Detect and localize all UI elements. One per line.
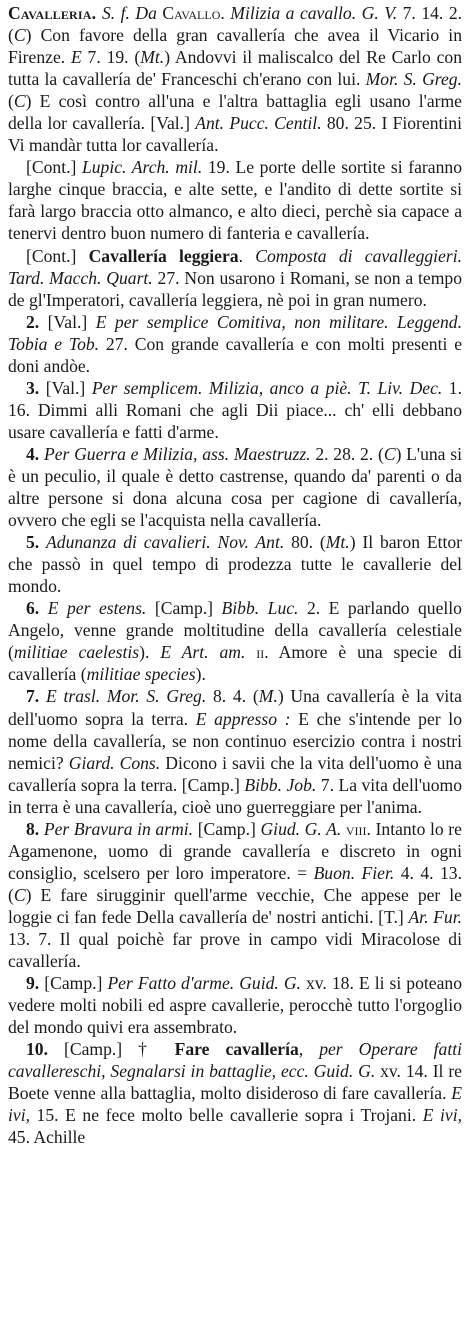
italic-text: E Art. am. [160,642,246,663]
sense-number: 9. [26,973,40,994]
body-text: 1. 16. Dimmi alli Romani che agli Dii piace... ch' elli debbano usare cavallería e fatti d'arme. [8,377,463,442]
italic-text: Giard. Cons. [68,752,161,773]
body-text: ) E così contro all'una e l'altra battaglia egli usano l'arme della lor cavallería. [Val.] [8,91,462,134]
italic-text: militiae caelestis [13,642,140,663]
italic-text: S. f. Da [101,3,163,23]
entry-sense-6 [8,597,462,685]
italic-text: Ant. Pucc. Centil. [195,113,322,134]
body-text: , [298,1039,320,1060]
entry-sense-8 [8,818,462,972]
italic-text: militiae species [86,664,196,685]
body-text: 2. E parlando quello Angelo, venne grande moltitudine della cavallería celestiale ( [8,598,462,663]
body-text: . [238,245,256,266]
italic-text: Bibb. Luc. [221,598,299,619]
body-text: . Intanto lo re Agamenone, uomo di grande cavallería e discreto in ogni consiglio, scelsero per loro imperatore. = [8,818,462,883]
body-text: ) Andovvi il maliscalco del Re Carlo con tutta la cavallería de' Franceschi ch'erano con lui. [8,47,462,90]
body-text: ) Con favore della gran cavallería che avea il Vicario in Firenze. [8,25,462,68]
body-text: 2. 28. 2. ( [310,443,384,464]
italic-text: C [383,443,396,464]
body-text: [Camp.] [193,818,261,839]
italic-text: E trasl. Mor. S. Greg. [45,686,207,707]
italic-text: E per semplice Comitiva, non militare. Leggend. Tobia e Tob. [8,311,462,354]
entry-sense-9 [8,972,462,1038]
italic-text: E ivi, [422,1105,462,1126]
body-text: ). [139,642,161,663]
body-text: xv. 18. E li si poteano vedere molti nobili ed aspre cavallerie, perocchè tutto l'orgoglio del mondo quivi era assembrato. [8,973,462,1038]
italic-text: Per Bravura in armi. [43,818,194,839]
entry-sense-5 [8,531,462,597]
body-text: 7. 14. 2. ( [8,3,463,46]
sense-number: 3. [26,377,40,398]
italic-text: C [13,884,26,905]
body-text: 7. 19. ( [81,47,141,68]
sense-number: 7. [26,686,40,707]
body-text: 8. 4. ( [206,686,259,707]
body-text: [Camp.] [146,598,222,619]
italic-text: E ivi, [8,1083,462,1126]
italic-text: E per estens. [47,598,147,619]
body-text [39,686,46,706]
entry-sense-4 [8,443,462,531]
italic-text: Buon. Fier. [313,862,395,883]
body-text [245,642,256,662]
body-text: ). [195,664,206,685]
body-text: Dicono i savii che la vita dell'uomo è una cavallería sopra la terra. [Camp.] [8,752,462,795]
italic-text: Adunanza di cavalieri. Nov. Ant. [46,532,285,553]
sense-number: 8. [26,818,40,839]
body-text: [Cont.] [26,157,82,178]
italic-text: Lupic. Arch. mil. [81,157,203,178]
body-text: . Amore è una specie di cavallería ( [8,642,463,685]
italic-text: Ar. Fur. [408,906,463,927]
entry-paragraph-cont-lupicini [8,156,462,244]
headword: Cavalleria [8,3,92,23]
italic-text: E [70,47,82,68]
body-text: xv. 14. Il re Boete venne alla battaglia, molto disideroso di fare cavallería. [8,1061,462,1104]
sense-number: 4. [26,443,40,464]
italic-text: per Operare fatti cavallereschi, Segnalarsi in battaglie, ecc. Guid. G. [8,1039,463,1082]
entry-paragraph-intro [8,2,462,156]
body-text [39,532,46,552]
body-text: ) E fare sirugginir quell'arme vecchie, Che appese per le loggie ci fan fede Della cavallería de' nostri antichi. [T.] [8,884,462,927]
body-text: 80. ( [284,532,326,553]
body-text: ) Una cavallería è la vita dell'uomo sopra la terra. [8,686,462,729]
italic-text: C [13,25,26,46]
body-text: [Cont.] [26,245,89,266]
small-caps-text: Cavallo [162,3,221,23]
small-caps-text: ii [256,642,265,663]
body-text: 15. E ne fece molto belle cavallerie sopra i Trojani. [29,1105,423,1126]
entry-paragraph-cavalleria-leggiera [8,245,462,311]
sense-number: 5. [26,532,40,553]
dictionary-entry-cavalleria [8,2,462,1148]
small-caps-text: viii [345,818,367,839]
italic-text: Mt. [140,47,165,68]
body-text: 19. Le porte delle sortite si faranno larghe cinque braccia, e alte sette, e l'andito di dette sortite si farà largo braccia otto almanco, e alto dieci, perchè sia capace a tenervi dentro buon numero di fanteria e cavallería. [8,157,462,244]
body-text: [Val.] [39,311,96,332]
sense-number: 10. [26,1039,48,1060]
italic-text: C [13,91,26,112]
italic-text: M. [258,686,278,707]
body-text: 27. Con grande cavallería e con molti presenti e doni andòe. [8,333,463,376]
sense-number: 6. [26,598,40,619]
body-text: [Camp.] † [48,1039,175,1060]
italic-text: Per Fatto d'arme. Guid. G. [107,973,301,994]
sense-number: 2. [26,311,40,332]
entry-sense-3 [8,377,462,443]
entry-sense-7 [8,685,462,817]
italic-text: Milizia a cavallo. G. V. [230,3,398,23]
body-text: 80. 25. I Fiorentini Vi mandàr tutta lor cavallería. [8,113,462,156]
bold-text: Fare cavallería [174,1039,299,1060]
italic-text: Composta di cavalleggieri. Tard. Macch. Quart. [8,245,462,288]
body-text: 27. Non usarono i Romani, se non a tempo de gl'Imperatori, cavallería leggiera, nè poi in gran numero. [8,267,462,310]
italic-text: Mor. S. Greg. [365,69,462,90]
body-text: . [220,3,231,23]
bold-text: Cavallería leggiera [88,245,239,266]
body-text: ( [8,91,14,112]
headword: . [91,3,102,23]
italic-text: Per semplicem. Milizia, anco a piè. T. Liv. Dec. [91,377,443,398]
italic-text: E appresso : [195,708,291,729]
body-text: 45. Achille [8,1127,86,1148]
body-text: 7. La vita dell'uomo in terra è una cavallería, cioè uno guerreggiare per l'anima. [8,774,463,817]
body-text: [Val.] [39,377,92,398]
body-text: 13. 7. Il qual poichè far prove in campo vidi Miracolose di cavallería. [8,928,462,972]
italic-text: Giud. G. A. [260,818,342,839]
body-text: [Camp.] [39,973,108,994]
body-text: ) L'una si è un peculio, il quale è detto castrense, quando da' parenti o da altre persone si dona alcuna cosa per cagione di cavallería, ovvero che egli se l'acquista nella cavallería. [8,443,462,531]
italic-text: Mt. [325,532,350,553]
body-text: 4. 4. 13. ( [8,862,462,905]
italic-text: Bibb. Job. [244,774,317,795]
entry-sense-2 [8,311,462,377]
italic-text: Per Guerra e Milizia, ass. Maestruzz. [43,443,311,464]
body-text: ) Il baron Ettor che passò in quel tempo di prodezza tutte le cavallerie del mondo. [8,532,463,597]
body-text [39,598,48,618]
body-text: E che s'intende per lo nome della cavallería, se non continuo esercizio contra i nostri nemici? [8,708,462,773]
entry-sense-10 [8,1038,462,1148]
